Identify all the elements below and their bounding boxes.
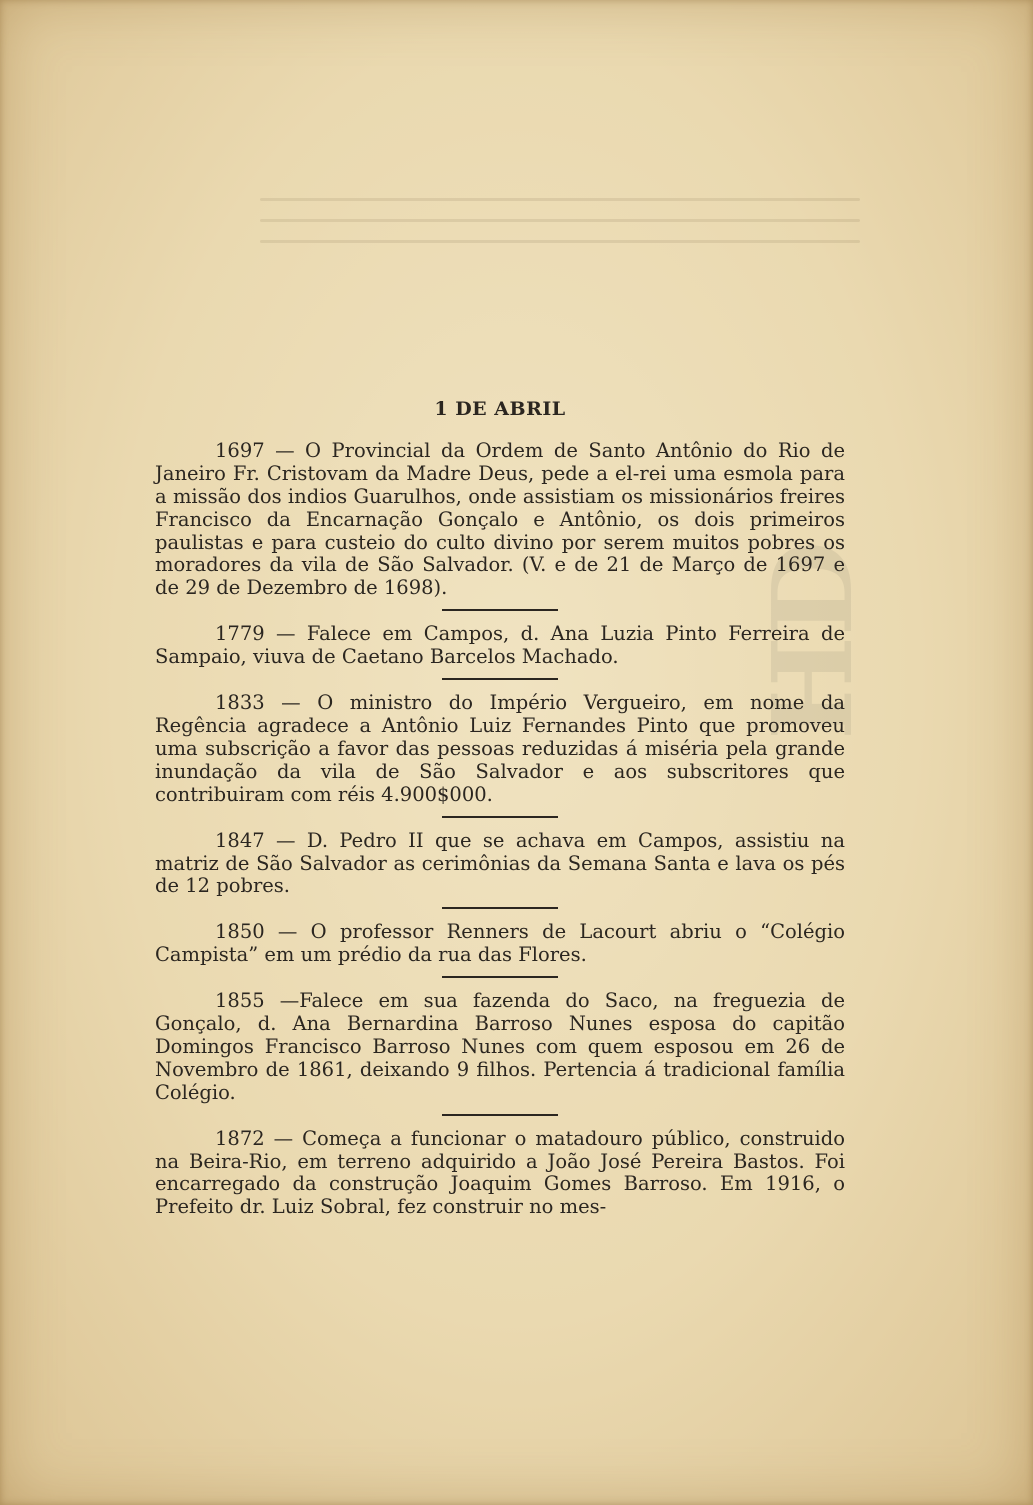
entry-separator: [442, 1114, 558, 1116]
entry-1697: 1697 — O Provincial da Ordem de Santo Antônio do Rio de Janeiro Fr. Cristovam da Madre Deus, pede a el-rei uma esmola para a missão dos indios Guarulhos, onde assistiam os missionários freires Francisco da Encarnação Gonçalo e Antônio, os dois primeiros paulistas e para custeio do culto divino por serem muitos pobres os moradores da vila de São Salvador. (V. e de 21 de Março de 1697 e de 29 de Dezembro de 1698).: [155, 438, 845, 600]
entry-separator: [442, 907, 558, 909]
entry-separator: [442, 976, 558, 978]
entry-1847: 1847 — D. Pedro II que se achava em Campos, assistiu na matriz de São Salvador as cerimônias da Semana Santa e lava os pés de 12 pobres.: [155, 828, 845, 898]
show-through-text: [260, 180, 860, 260]
entry-1872: 1872 — Começa a funcionar o matadouro público, construido na Beira-Rio, em terreno adquirido a João José Pereira Bastos. Foi encarregado da construção Joaquim Gomes Barroso. Em 1916, o Prefeito dr. Luiz Sobral, fez construir no mes-: [155, 1126, 845, 1219]
page-body: [155, 398, 845, 1219]
entry-separator: [442, 609, 558, 611]
entry-1833: 1833 — O ministro do Império Vergueiro, em nome da Regência agradece a Antônio Luiz Fernandes Pinto que promoveu uma subscrição a favor das pessoas reduzidas á miséria pela grande inundação da vila de São Salvador e aos subscritores que contribuiram com réis 4.900$000.: [155, 691, 845, 806]
library-watermark: HD: [748, 540, 877, 740]
entry-1855: 1855 —Falece em sua fazenda do Saco, na freguezia de Gonçalo, d. Ana Bernardina Barroso Nunes esposa do capitão Domingos Francisco Barroso Nunes com quem esposou em 26 de Novembro de 1861, deixando 9 filhos. Pertencia á tradicional família Colégio.: [155, 989, 845, 1104]
page-title: 1 DE ABRIL: [434, 398, 566, 420]
entry-1850: 1850 — O professor Renners de Lacourt abriu o “Colégio Campista” em um prédio da rua das Flores.: [155, 920, 845, 967]
entry-separator: [442, 816, 558, 818]
entry-separator: [442, 678, 558, 680]
entry-1779: 1779 — Falece em Campos, d. Ana Luzia Pinto Ferreira de Sampaio, viuva de Caetano Barcelos Machado.: [155, 622, 845, 669]
